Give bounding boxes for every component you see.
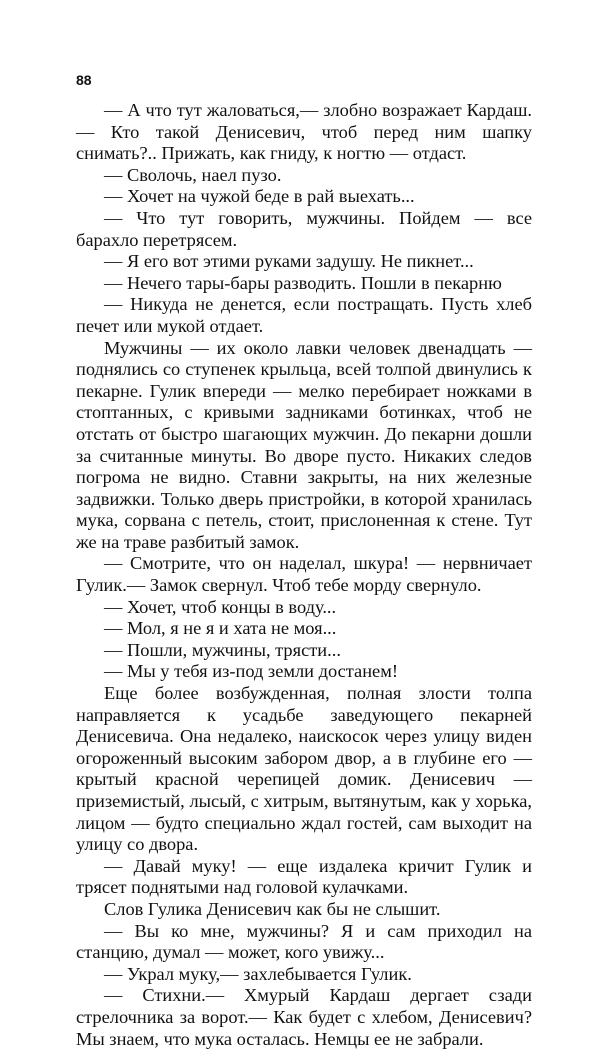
paragraph: Мужчины — их около лавки человек двенадцать — поднялись со ступенек крыльца, всей толпой двинулись к пекарне. Гулик впереди — мелко перебирает ножками в стоптанных, с кривыми задниками ботинках, чтоб не отстать от быстро шагающих мужчин. До пекарни дошли за считанные минуты. Во дворе пусто. Никаких следов погрома не видно. Ставни закрыты, на них железные задвижки. Только дверь пристройки, в которой хранилась мука, сорвана с петель, стоит, прислоненная к стене. Тут же на траве разбитый замок. [76,337,532,552]
paragraph: — Нечего тары-бары разводить. Пошли в пекарню [104,272,502,293]
paragraph: — Хочет на чужой беде в рай выехать... [104,186,415,207]
paragraph: Еще более возбужденная, полная злости толпа направляется к усадьбе заведующего пекарней Денисевича. Она недалеко, наискосок через улицу виден огороженный высоким забором двор, а в глубине его — крытый красной черепицей домик. Денисевич — приземистый, лысый, с хитрым, вытянутым, как у хорька, лицом — будто специально ждал гостей, сам выходит на улицу со двора. [76,683,532,855]
paragraph: — Украл муку,— захлебывается Гулик. [104,963,412,984]
paragraph: — Я его вот этими руками задушу. Не пикнет... [104,251,474,272]
paragraph: — Смотрите, что он наделал, шкура! — нервничает Гулик.— Замок свернул. Чтоб тебе морду свернуло. [76,553,532,596]
paragraph: — Что тут говорить, мужчины. Пойдем — все барахло перетрясем. [76,207,532,250]
paragraph: — Сволочь, наел пузо. [104,164,282,185]
paragraph: — А что тут жаловаться,— злобно возражает Кардаш.— Кто такой Денисевич, чтоб перед ним шапку снимать?.. Прижать, как гниду, к ногтю — отдаст. [76,100,532,164]
paragraph: — Давай муку! — еще издалека кричит Гулик и трясет поднятыми над головой кулачками. [76,855,532,898]
paragraph: — Пошли, мужчины, трясти... [104,639,341,660]
paragraph: — Мы у тебя из-под земли достанем! [104,661,398,682]
paragraph: — Хочет, чтоб концы в воду... [104,596,337,617]
paragraph: — Стихни.— Хмурый Кардаш дергает сзади стрелочника за ворот.— Как будет с хлебом, Денисевич? Мы знаем, что мука осталась. Немцы ее не забрали. [76,985,532,1049]
paragraph: — Мол, я не я и хата не моя... [104,618,337,639]
text-body [76,100,532,1050]
page-number: 88 [76,72,92,88]
paragraph: Слов Гулика Денисевич как бы не слышит. [104,898,441,919]
paragraph: — Вы ко мне, мужчины? Я и сам приходил на станцию, думал — может, кого увижу... [76,920,532,963]
paragraph: — Никуда не денется, если постращать. Пусть хлеб печет или мукой отдает. [76,294,532,336]
